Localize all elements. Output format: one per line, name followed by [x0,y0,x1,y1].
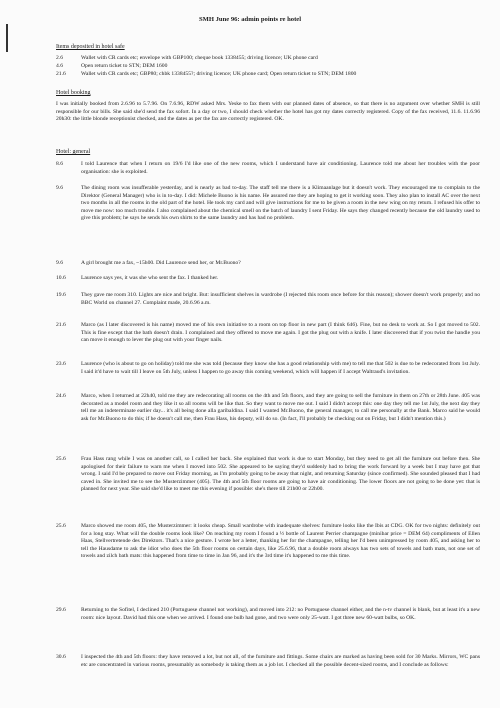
hotel-general-heading: Hotel: general [56,149,91,155]
entry-text: Frau Hass rang while I was on another call, so I called her back. She explained that work is due to start Monday, but they need to get all the furniture out before then. She apologised for their failure to warn me when I moved into 502. She appeared to be saying they'd suddenly had to bring the work forward by a week but I may have got that wrong. I said I'd be prepared to move out Friday morning, as I'm probably going to be away that night, and returning Saturday (since confirmed). She sounded pleased that I had caved in. She invited me to see the Musterzimmer (405). The 4th and 5th floor rooms are going to have air conditioning. The lower floors are not going to be done yet: that is planned for next year. She said she'd like to meet me this evening if possible: she's there till 21h00 or 22h00. [81,456,480,492]
entry-text: A girl brought me a fax, ~15h00. Did Laurence send her, or Mr.Buono? [81,260,241,266]
margin-pen-mark [6,24,8,52]
entry-date: 9.6 [56,185,63,191]
entry-date: 8.6 [56,161,63,167]
entry-text: Laurence (who is about to go on holiday) told me she was told (because they know she has a good relationship with me) to tell me that 502 is due to be redecorated from 1st July. I said it'd have to wait till I leave on 5th July, unless I happen to go away this coming weekend, which will happen if I accept Waltraud's invitation. [81,361,480,375]
entry-date: 19.6 [56,292,66,298]
entry-date: 21.6 [56,322,66,328]
entry-text: I told Laurence that when I return on 19/6 I'd like one of the new rooms, which I understand have air conditioning. Laurence told me about her troubles with the poor organisation: she is exploited. [81,161,480,175]
entry-text: I inspected the 4th and 5th floors: they have removed a lot, but not all, of the furniture and fittings. Some chairs are marked as having been sold for 30 Marks. Mirrors, WC pans etc are concentrated in various rooms, presumably as somebody is taking them as a job lot. I checked all the possible decent-sized rooms, and I conclude as follows: [81,654,480,668]
entry-date: 25.6 [56,456,66,462]
document-title: SMH June 96: admin points re hotel [198,16,302,23]
entry-text: Laurence says yes, it was she who sent the fax. I thanked her. [81,275,219,281]
entry-date: 24.6 [56,393,66,399]
hotel-booking-text: I was initially booked from 2.6.96 to 5.7.96. On 7.6.96, RDW asked Mrs. Yeske to fax them with our planned dates of absence, so that there is no argument over whether SMH is still responsible for our bills. She said she'd send the fax sofort. In a day or two, I should check whether the hotel has got my dates correctly registered. Copy of the fax received, 11.6. 11.6.96 20h30: the little blonde receptionist checked, and the dates as per the fax are correctly registered. OK. [56,101,480,123]
items-deposited-heading: Items deposited in hotel safe [56,44,125,50]
entry-date: 23.6 [56,361,66,367]
entry-text: Marco, when I returned at 22h40, told me they are redecorating all rooms on the 4th and 5th floors, and they are going to sell the furniture in them on 27th or 28th June. 405 was decorated as a model room and they like it so all rooms will be like that. So they want to move me out. I said I didn't accept this: one day they tell me 1st July, the next day they tell me an indeterminate earlier day... it's all being done alla garibaldina. I said I wanted Mr.Buono, the general manager, to call me personally at the Bank. Marco said he would ask for Mr.Buono to do this; if he doesn't call me, then Frau Hass, his deputy, will do so. (In fact, I'll probably be checking out on Friday, but I didn't mention this.) [81,393,480,422]
deposit-date: 2.6 [56,55,63,61]
entry-date: 9.6 [56,260,63,266]
entry-date: 10.6 [56,275,66,281]
deposit-text: Wallet with CR cards etc; GBP80; chbk 1338455?; driving licence; UK phone card; Open return ticket to STN; DEM 1800 [81,71,357,77]
deposit-text: Wallet with CR cards etc; envelope with GBP100; cheque book 1338455; driving licence; UK phone card [81,55,318,61]
deposit-text: Open return ticket to STN; DEM 1600 [81,63,168,69]
hotel-booking-heading: Hotel booking [56,90,91,96]
entry-text: Marco showed me room 405, the Musterzimmer: it looks cheap. Small wardrobe with inadequate shelves: furniture looks like the Ibis at CDG. OK for two nights: definitely out for a long stay. What will the double rooms look like? On reaching my room I found a ½ bottle of Laurent Perrier champagne (minibar price = DEM 64) compliments of Ellen Haas, Stellvertretende des Direktors. That's a nice gesture. I wrote her a letter, thanking her for the champagne, telling her I'd been unimpressed by room 405, and asking her to tell the Hausdame to ask the idiot who does the 5th floor rooms on certain days, like 25.6.96, that a double room always has two sets of towels and bath mats, not one set of towels and zilch bath mats: this happened from time to time in Jan 96, and it's the 3rd time it's happened to me this time. [81,523,480,559]
entry-text: Returning to the Sofitel, I declined 210 (Portuguese channel not working), and moved into 212: no Portuguese channel either, and the n-tv channel is blank, but at least it's a new room: nice layout. David had this one when we arrived. I found one bulb had gone, and two were only 25-watt. I got three new 60-watt bulbs, so OK. [81,607,480,621]
entry-date: 30.6 [56,654,66,660]
deposit-date: 4.6 [56,63,63,69]
entry-text: They gave me room 310. Lights are nice and bright. But: insufficient shelves in wardrobe (I rejected this room once before for this reason); shower doesn't work properly; and no BBC World on channel 27. Complaint made, 20.6.96 a.m. [81,292,480,306]
entry-text: The dining room was insufferable yesterday, and is nearly as bad to-day. The staff tell me there is a Klimaanlage but it doesn't work. They encouraged me to complain to the Direktor (General Manager) who is in to-day. I did: Michele Buono is his name. He assured me they are hoping to get it working soon. They also plan to install AC over the next two months in all the rooms in the old part of the hotel. He took my card and will give instructions for me to be given a room in the new wing on my return. I refused his offer to move me now: too much trouble. I also complained about the chemical smell on the batch of laundry I sent Friday. He says they changed recently because the old laundry used to give this problem; he says he sends his own shirts to the same laundry and has had no problem. [81,185,480,221]
entry-date: 25.6 [56,523,66,529]
entry-date: 29.6 [56,607,66,613]
entry-text: Marco (as I later discovered is his name) moved me of his own initiative to a room on top floor in new part (I think 646). Fine, but no desk to work at. So I got moved to 502. This is fine except that the bath doesn't drain. I complained and they offered to move me again. I got the plug out with a knife. I later discovered that if you twist the handle you can move it enough to lever the plug out with your finger nails. [81,322,480,343]
deposit-date: 21.6 [56,71,66,77]
